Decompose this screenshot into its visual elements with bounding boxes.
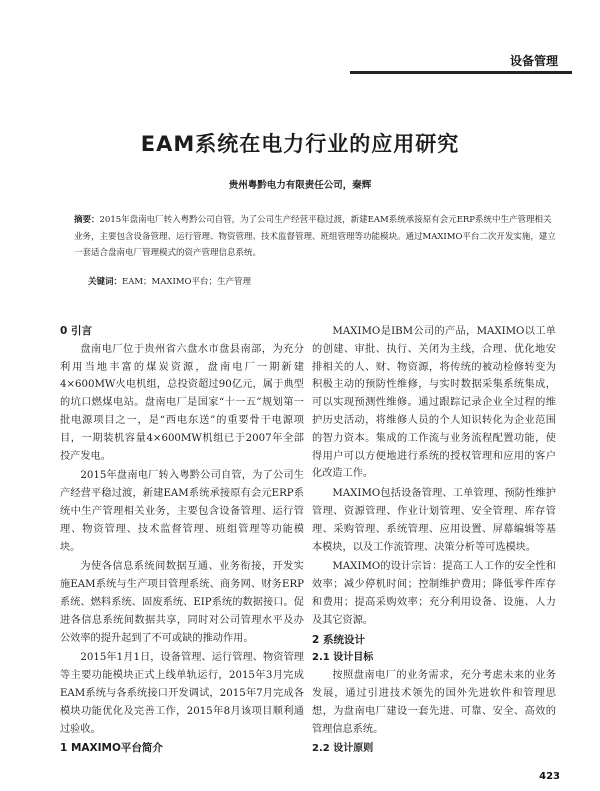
article-title: EAM系统在电力行业的应用研究	[140, 132, 460, 156]
section-heading-system-design: 2 系统设计	[312, 633, 365, 646]
section-heading-introduction: 0 引言	[60, 325, 92, 337]
left-column	[60, 323, 304, 758]
page-number: 423	[539, 771, 560, 782]
paragraph: 为使各信息系统间数据互通、业务衔接，开发实施EAM系统与生产项目管理系统、商务网、财务ERP系统、燃料系统、固废系统、EIP系统的数据接口。促进各信息系统间数据共享，同时对公司管理水平及办公效率的提升起到了不可或缺的推动作用。	[60, 561, 304, 644]
subsection-heading-goals: 2.1 设计目标	[312, 652, 374, 664]
paragraph: MAXIMO的设计宗旨：提高工人工作的安全性和效率；减少停机时间；控制维护费用；降低零件库存和费用；提高采购效率；充分利用设备、设施、人力及其它资源。	[312, 561, 556, 626]
header-rule	[350, 71, 572, 74]
paragraph: 2015年盘南电厂转入粤黔公司自管，为了公司生产经营平稳过渡，新建EAM系统承接原有会元ERP系统中生产管理相关业务，主要包含设备管理、运行管理、物资管理、技术监督管理、班组管理等功能模块。	[60, 470, 304, 553]
right-column	[312, 323, 556, 758]
keywords-text: EAM；MAXIMO平台；生产管理	[122, 277, 251, 287]
article-authors: 贵州粤黔电力有限责任公司，秦辉	[228, 180, 372, 191]
paragraph: 2015年1月1日，设备管理、运行管理、物资管理等主要功能模块正式上线单轨运行，2015年3月完成EAM系统与各系统接口开发调试，2015年7月完成各模块功能优化及完善工作，2015年8月该项目顺利通过验收。	[60, 652, 304, 735]
paragraph: MAXIMO是IBM公司的产品，MAXIMO以工单的创建、审批、执行、关闭为主线，合理、优化地安排相关的人、财、物资源，将传统的被动检修转变为积极主动的预防性维修，与实时数据采集系统集成，可以实现预测性维修。通过跟踪记录企业全过程的维护历史活动，将维修人员的个人知识转化为企业范围的智力资本。集成的工作流与业务流程配置功能，使得用户可以方便地进行系统的授权管理和应用的客户化改造工作。	[312, 326, 556, 480]
paragraph: MAXIMO包括设备管理、工单管理、预防性维护管理、资源管理、作业计划管理、安全管理、库存管理、采购管理、系统管理、应用设置、屏幕编辑等基本模块，以及工作流管理、决策分析等可选模块。	[312, 488, 556, 553]
section-heading-maximo: 1 MAXIMO平台简介	[60, 742, 163, 755]
paragraph: 按照盘南电厂的业务需求，充分考虑未来的业务发展，通过引进技术领先的国外先进软件和管理思想，为盘南电厂建设一套先进、可靠、安全、高效的管理信息系统。	[312, 670, 556, 735]
keywords	[88, 275, 558, 287]
keywords-label: 关键词：	[88, 277, 123, 287]
section-header: 设备管理	[509, 54, 558, 68]
abstract	[74, 212, 558, 262]
subsection-heading-principles: 2.2 设计原则	[312, 743, 374, 755]
abstract-label: 摘要：	[74, 215, 100, 225]
paragraph: 盘南电厂位于贵州省六盘水市盘县南部，为充分利用当地丰富的煤炭资源，盘南电厂一期新建4×600MW火电机组，总投资超过90亿元，属于典型的坑口燃煤电站。盘南电厂是国家“十一五”规划第一批电源项目之一，是“西电东送”的重要骨干电源项目，一期装机容量4×600MW机组已于2007年全部投产发电。	[60, 343, 304, 462]
abstract-text: 2015年盘南电厂转入粤黔公司自管，为了公司生产经营平稳过渡，新建EAM系统承接原有会元ERP系统中生产管理相关业务，主要包含设备管理、运行管理、物资管理、技术监督管理、班组管理等功能模块。通过MAXIMO平台二次开发实施，建立一套适合盘南电厂管理模式的资产管理信息系统。	[74, 215, 556, 258]
